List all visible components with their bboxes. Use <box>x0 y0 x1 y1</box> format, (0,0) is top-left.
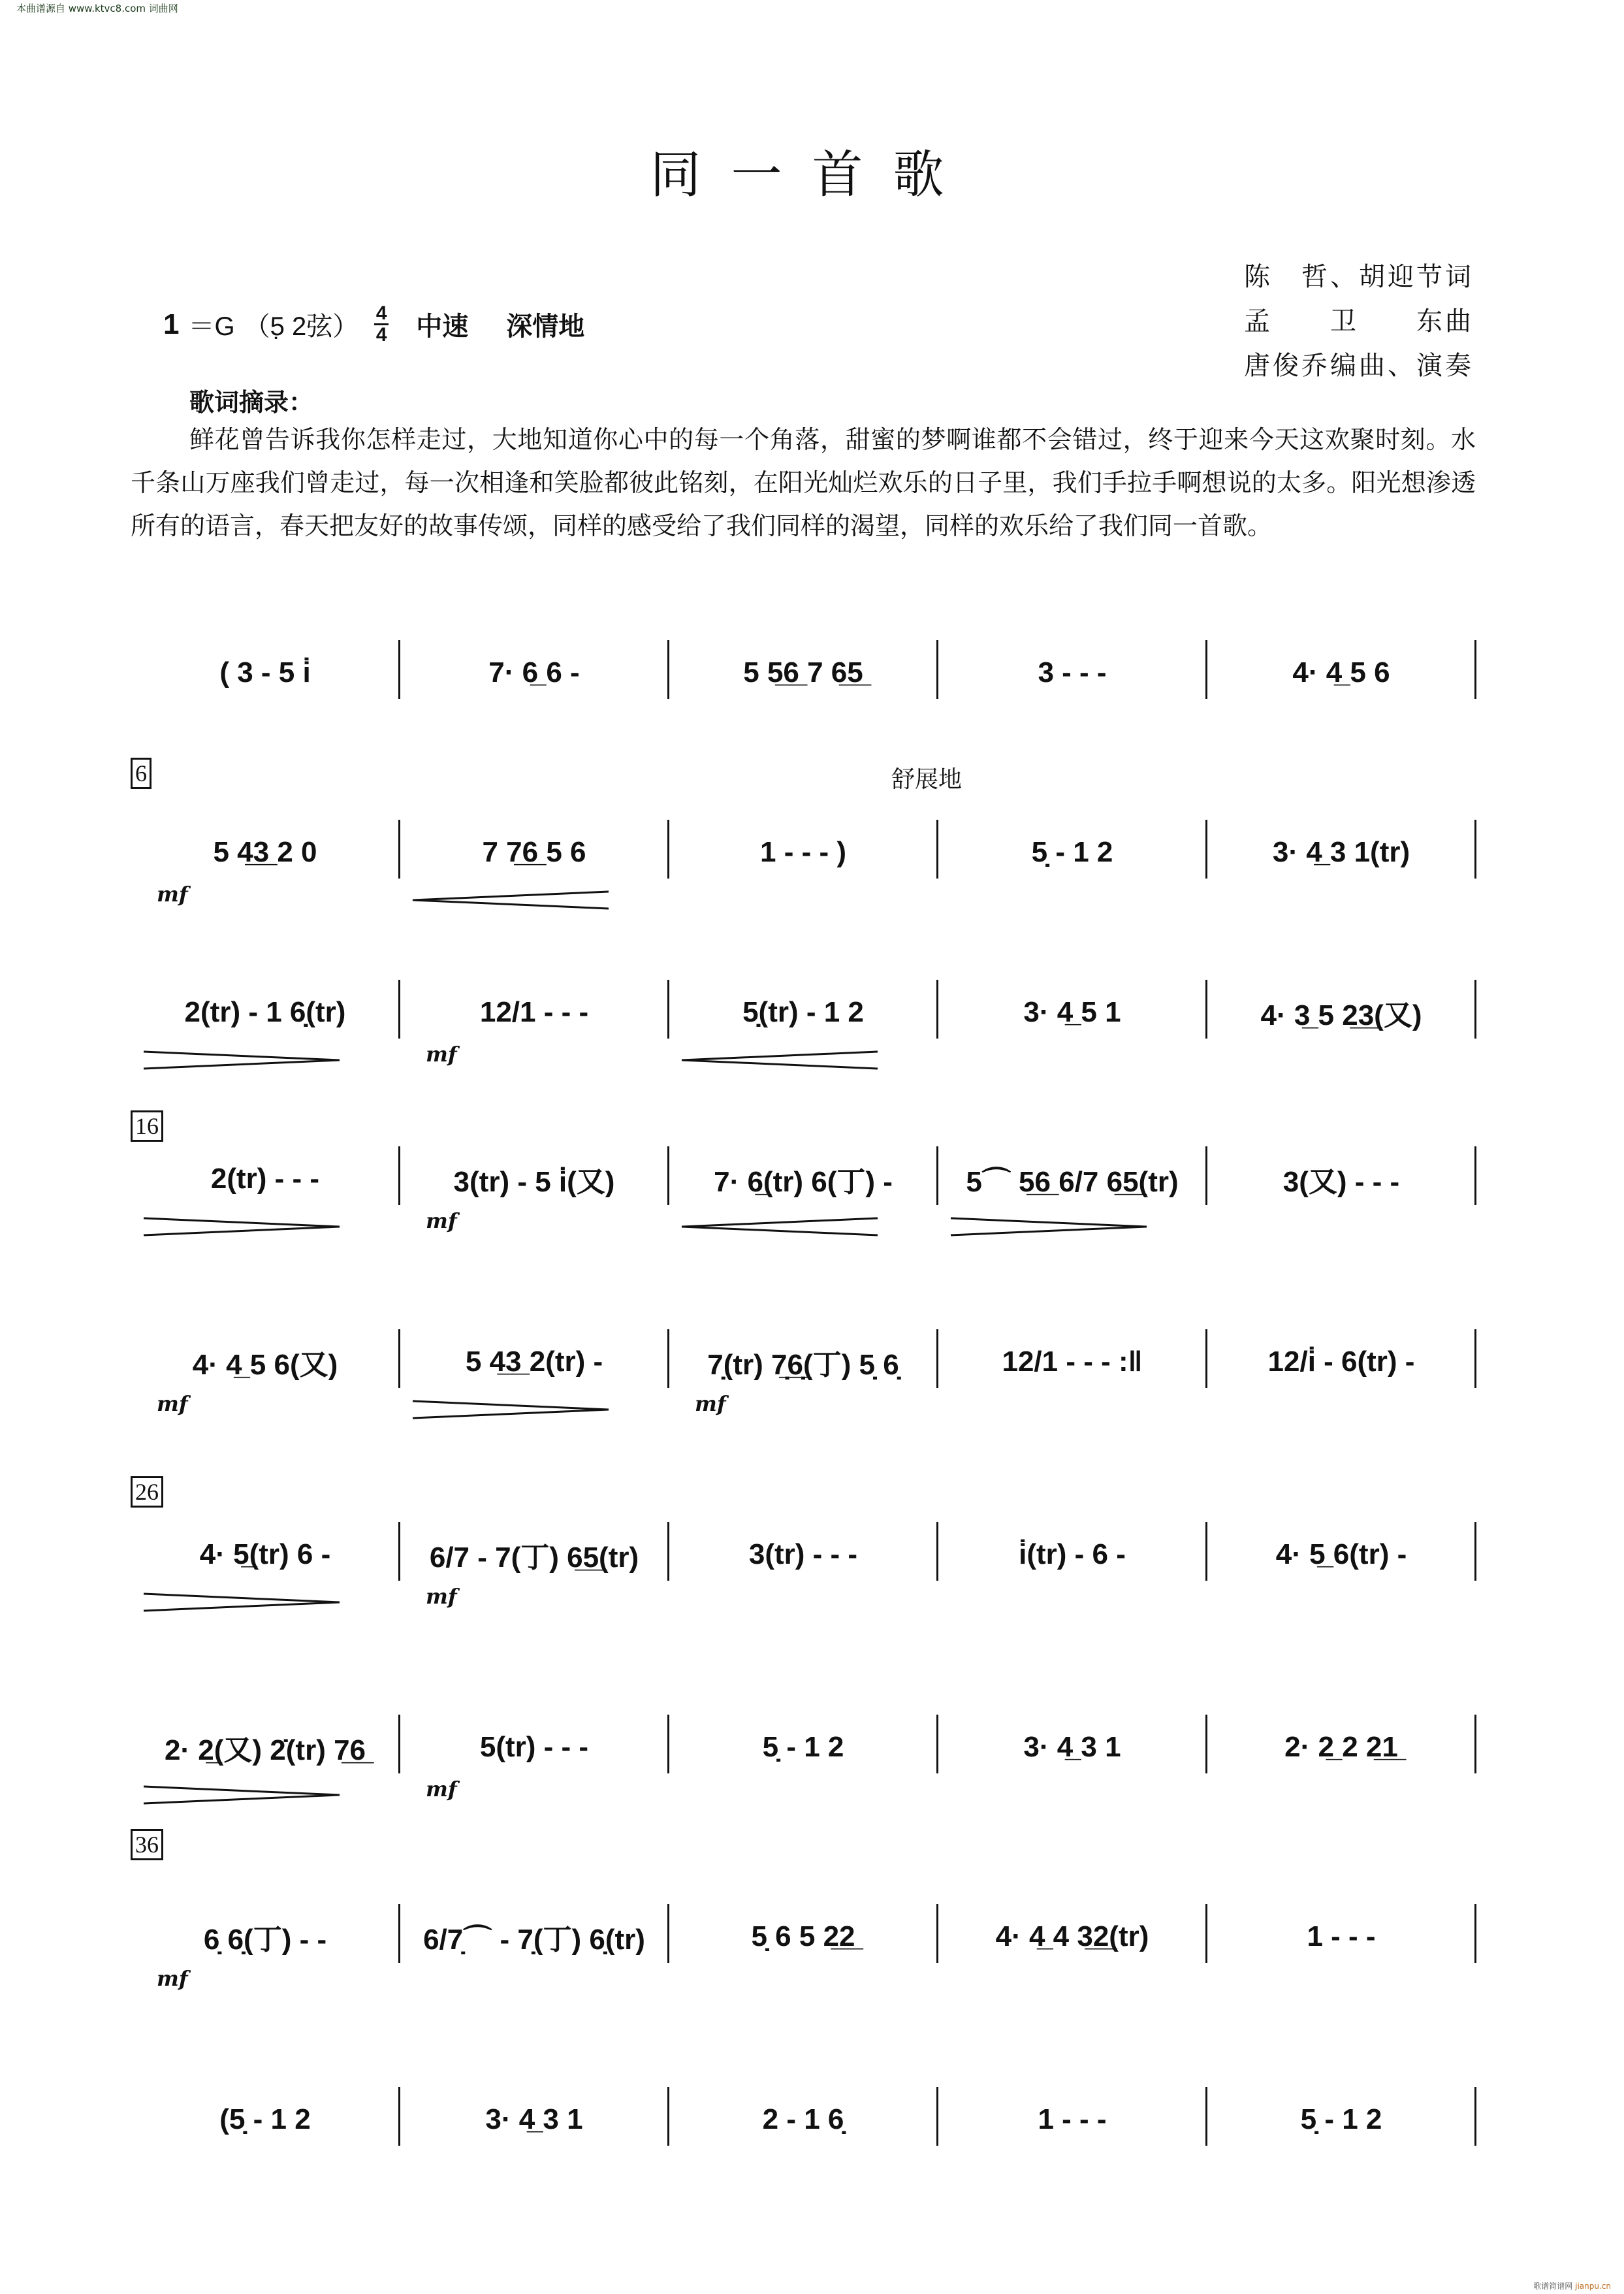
credits <box>1244 255 1474 388</box>
source-note: 本曲谱源自 www.ktvc8.com 词曲网 <box>16 3 178 14</box>
bar-line <box>398 1146 400 1205</box>
measure: 5 4̲3̲ 2(tr) - <box>465 1346 603 1378</box>
measure: 6/7̣⌒ - 7̣(丁) 6̣(tr) <box>423 1924 645 1956</box>
decrescendo-hairpin-icon <box>144 1050 340 1070</box>
measure: 5̣ - 1 2 <box>1031 836 1113 868</box>
decrescendo-hairpin-icon <box>144 1785 340 1805</box>
measure: 4· 5̲ 6(tr) - <box>1275 1538 1407 1570</box>
measure: 3 - - - <box>1038 656 1107 688</box>
expression-annotation: 舒展地 <box>891 766 963 793</box>
bar-line <box>667 1715 669 1773</box>
crescendo-hairpin-icon <box>682 1050 878 1070</box>
bar-line <box>1474 1904 1476 1963</box>
measure: 2· 2̲ 2 2̲1̲ <box>1284 1731 1398 1763</box>
measure: 3· 4̲ 3 1(tr) <box>1272 836 1410 868</box>
measure: ( 3 - 5 i̇ <box>219 656 311 688</box>
crescendo-hairpin-icon <box>413 890 609 910</box>
measure: 12/1 - - - :‖ <box>1002 1346 1143 1378</box>
score-system <box>131 1323 1476 1416</box>
mood-mark: 深情地 <box>506 312 585 341</box>
dynamic-mf: mf <box>695 1391 726 1416</box>
score-system <box>131 1479 1476 1609</box>
decrescendo-hairpin-icon <box>144 1217 340 1236</box>
bar-line <box>936 1715 938 1773</box>
bar-line <box>936 820 938 879</box>
bar-line <box>1474 980 1476 1039</box>
dynamic-mf: mf <box>426 1208 457 1233</box>
measure: 7· 6̲ 6 - <box>488 656 580 688</box>
bar-line <box>667 980 669 1039</box>
rehearsal-number: 36 <box>131 1829 163 1860</box>
measure: 3(tr) - - - <box>748 1538 858 1570</box>
bar-line <box>1205 1522 1207 1581</box>
measure: (5̣ - 1 2 <box>219 2103 311 2135</box>
key-signature-line <box>163 304 584 345</box>
measure: 3(tr) - 5 i̇(又) <box>453 1166 615 1198</box>
bar-line <box>398 980 400 1039</box>
measure: 3· 4̲ 3 1 <box>485 2103 583 2135</box>
dynamic-mf: mf <box>157 882 188 907</box>
dynamic-mf: mf <box>426 1777 457 1801</box>
measure: 4· 4̲ 4 3̲2̲(tr) <box>995 1920 1149 1952</box>
rehearsal-number: 16 <box>131 1110 163 1142</box>
measure: 4· 4̲ 5 6 <box>1292 656 1390 688</box>
measure: 4· 5̲(tr) 6 - <box>199 1538 331 1570</box>
bar-line <box>936 1329 938 1388</box>
measure: 2 - 1 6̣ <box>762 2103 844 2135</box>
measure: 5̣ - 1 2 <box>762 1731 844 1763</box>
bar-line <box>398 640 400 699</box>
crescendo-hairpin-icon <box>682 1217 878 1236</box>
score-system <box>131 1832 1476 1991</box>
bar-line <box>936 640 938 699</box>
measure: 3· 4̲ 5 1 <box>1023 996 1121 1028</box>
measure: 5̣(tr) - 1 2 <box>742 996 864 1028</box>
measure: 5̣ - 1 2 <box>1300 2103 1382 2135</box>
lyrics-text: 鲜花曾告诉我你怎样走过，大地知道你心中的每一个角落，甜蜜的梦啊谁都不会错过，终于迎来今天这欢聚时刻。水千条山万座我们曾走过，每一次相逢和笑脸都彼此铭刻，在阳光灿烂欢乐的日子里，我们手拉手啊想说的太多。阳光想渗透所有的语言，春天把友好的故事传颂，同样的感受给了我们同样的渴望，同样的欢乐给了我们同一首歌。 <box>131 425 1476 540</box>
measure: 1 - - - ) <box>760 836 846 868</box>
decrescendo-hairpin-icon <box>951 1217 1147 1236</box>
credit-arranger: 唐俊乔编曲、演奏 <box>1244 351 1474 381</box>
score-system <box>131 973 1476 1067</box>
bar-line <box>936 980 938 1039</box>
bar-line <box>936 2087 938 2146</box>
measure: i̇(tr) - 6 - <box>1019 1538 1126 1570</box>
measure: 5 4̲3̲ 2 0 <box>213 836 317 868</box>
measure: 3· 4̲ 3 1 <box>1023 1731 1121 1763</box>
credit-composer: 孟 卫 东曲 <box>1244 306 1474 336</box>
measure: 2(tr) - - - <box>210 1163 320 1195</box>
score-system <box>131 634 1476 712</box>
measure: 5⌒ 5̲6̲ 6/7 6̲5̲(tr) <box>966 1166 1179 1198</box>
score-system <box>131 2080 1476 2159</box>
measure: 3(又) - - - <box>1282 1166 1400 1198</box>
measure: 5 5̲6̲ 7 6̲5̲ <box>743 656 863 688</box>
bar-line <box>667 1522 669 1581</box>
decrescendo-hairpin-icon <box>144 1592 340 1612</box>
bar-line <box>1205 1146 1207 1205</box>
bar-line <box>667 640 669 699</box>
key-one: 1 <box>163 308 180 340</box>
decrescendo-hairpin-icon <box>413 1400 609 1419</box>
lyrics-heading: 歌词摘录： <box>189 388 314 417</box>
tempo-mark: 中速 <box>416 312 469 341</box>
bar-line <box>1474 640 1476 699</box>
measure: 2· 2̲(又) 2̇(tr) 7̲6̲ <box>164 1734 366 1766</box>
measure: 12/1 - - - <box>479 996 589 1028</box>
dynamic-mf: mf <box>426 1584 457 1609</box>
measure: 4· 3̲ 5 2̲3̲(又) <box>1260 999 1422 1031</box>
bar-line <box>1474 1715 1476 1773</box>
credit-lyricist: 陈 哲、胡迎节词 <box>1244 262 1474 292</box>
measure: 7 7̲6̲ 5 6 <box>482 836 586 868</box>
bar-line <box>1474 2087 1476 2146</box>
bar-line <box>1205 1904 1207 1963</box>
bar-line <box>1474 1146 1476 1205</box>
measure: 5̣ 6 5 2̲2̲ <box>751 1920 855 1952</box>
bar-line <box>667 820 669 879</box>
rehearsal-number: 26 <box>131 1476 163 1508</box>
measure: 6/7 - 7(丁) 6̲5̲(tr) <box>429 1542 639 1574</box>
measure: 6̣ 6̣(丁) - - <box>203 1924 327 1956</box>
score-system <box>131 1113 1476 1233</box>
bar-line <box>1205 1329 1207 1388</box>
measure: 12/i̇ - 6(tr) - <box>1267 1346 1415 1378</box>
bar-line <box>936 1904 938 1963</box>
bar-line <box>398 820 400 879</box>
bar-line <box>398 1904 400 1963</box>
bar-line <box>1474 1522 1476 1581</box>
bar-line <box>398 1522 400 1581</box>
time-signature: $\frac{4}{4}$ <box>374 304 389 345</box>
bar-line <box>398 2087 400 2146</box>
rehearsal-number: 6 <box>131 758 151 789</box>
bar-line <box>667 1329 669 1388</box>
key-tuning: （5̣ 2弦） <box>244 312 359 341</box>
dynamic-mf: mf <box>157 1966 188 1991</box>
measure: 7· 6̲(tr) 6(丁) - <box>714 1166 893 1198</box>
bar-line <box>667 1146 669 1205</box>
bar-line <box>398 1715 400 1773</box>
bar-line <box>398 1329 400 1388</box>
measure: 5(tr) - - - <box>479 1731 589 1763</box>
song-title: 同一首歌 <box>650 146 974 204</box>
measure: 1 - - - <box>1307 1920 1376 1952</box>
bar-line <box>1205 820 1207 879</box>
bar-line <box>667 2087 669 2146</box>
dynamic-mf: mf <box>157 1391 188 1416</box>
bar-line <box>936 1146 938 1205</box>
dynamic-mf: mf <box>426 1042 457 1067</box>
watermark: 歌谱简谱网 jianpu.cn <box>1533 2282 1611 2291</box>
bar-line <box>1474 1329 1476 1388</box>
bar-line <box>936 1522 938 1581</box>
score-system <box>131 1708 1476 1801</box>
measure: 7̣(tr) 7̣̲6̣̲(丁) 5̣ 6̣ <box>707 1349 899 1381</box>
key-eq: ＝G <box>188 312 235 341</box>
bar-line <box>1205 1715 1207 1773</box>
bar-line <box>1205 640 1207 699</box>
bar-line <box>667 1904 669 1963</box>
score-system <box>131 760 1476 907</box>
bar-line <box>1205 2087 1207 2146</box>
measure: 2(tr) - 1 6̣(tr) <box>184 996 346 1028</box>
measure: 1 - - - <box>1038 2103 1107 2135</box>
bar-line <box>1474 820 1476 879</box>
measure: 4· 4̲ 5 6(又) <box>192 1349 338 1381</box>
bar-line <box>1205 980 1207 1039</box>
